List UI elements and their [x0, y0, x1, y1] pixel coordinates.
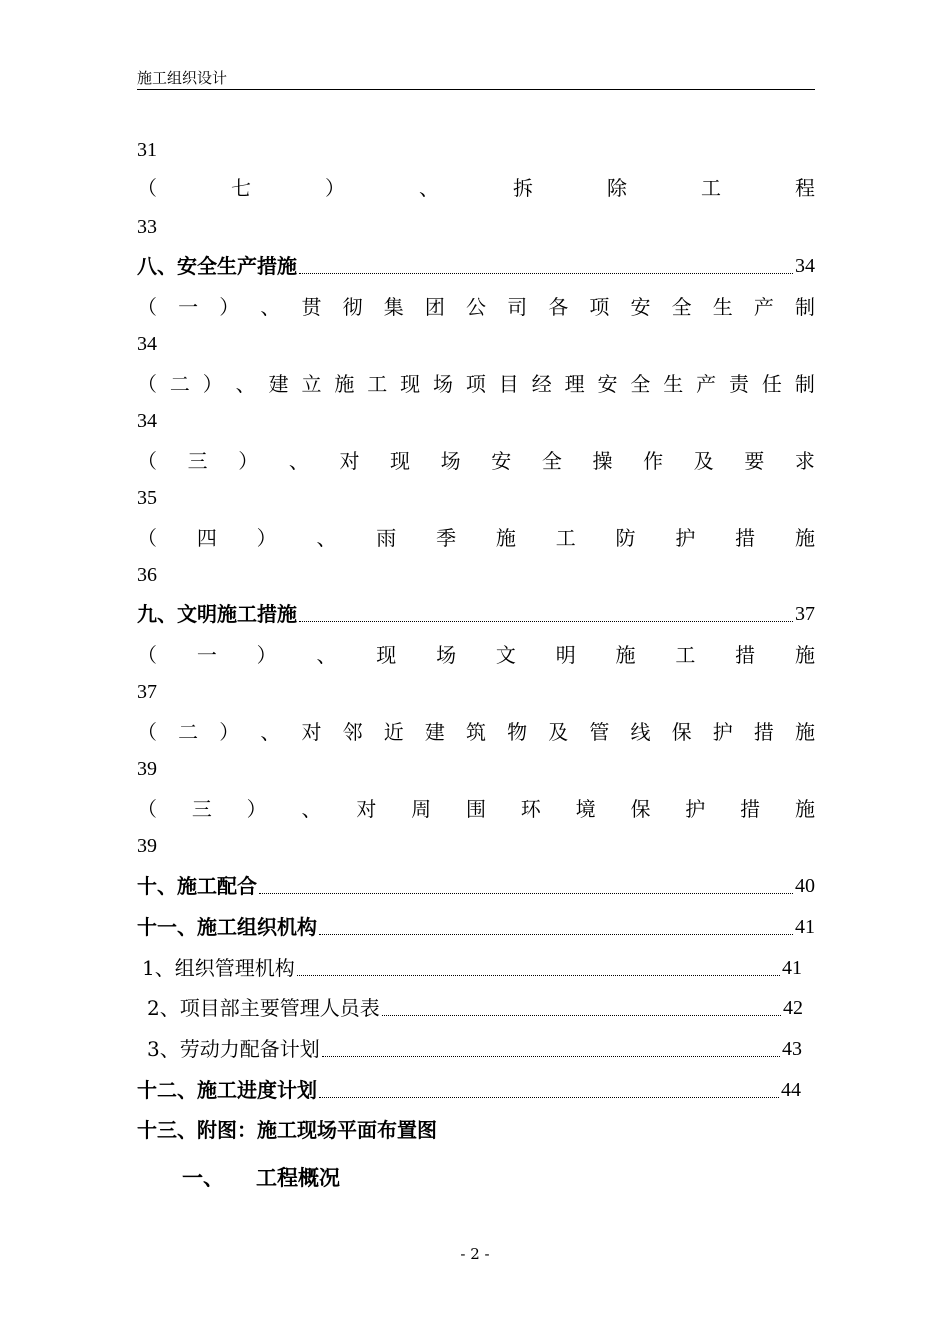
toc-char: （ [137, 526, 157, 550]
dot-leader [299, 272, 793, 274]
toc-char: 场 [440, 449, 461, 473]
toc-char: 近 [383, 720, 404, 744]
toc-char: 施 [334, 372, 355, 396]
toc-entry-staff-table[interactable] [147, 995, 803, 1021]
toc-char: 彻 [342, 295, 363, 319]
dot-leader [297, 974, 780, 976]
toc-char: 对 [339, 449, 360, 473]
toc-entry-labor-plan[interactable] [147, 1036, 802, 1062]
toc-char: 操 [592, 449, 613, 473]
toc-entry-title: 3、劳动力配备计划 [147, 1037, 320, 1061]
toc-entry-cooperation[interactable] [137, 873, 815, 899]
toc-char: 三 [191, 797, 212, 821]
toc-char: 全 [671, 295, 692, 319]
toc-char: 工 [555, 526, 576, 550]
toc-entry-title: 九、文明施工措施 [137, 602, 297, 626]
dot-leader [322, 1055, 780, 1057]
toc-char: 管 [589, 720, 610, 744]
dot-leader [299, 620, 793, 622]
toc-char: 责 [729, 372, 750, 396]
toc-entry-page: 37 [795, 603, 815, 625]
toc-item-safety-system[interactable] [137, 294, 815, 320]
toc-page-number: 39 [137, 758, 157, 780]
toc-entry-page: 42 [783, 997, 803, 1019]
toc-char: 、 [316, 526, 337, 550]
toc-entry-schedule[interactable] [137, 1077, 801, 1103]
toc-char: 、 [419, 176, 439, 200]
dot-leader [319, 933, 793, 935]
toc-char: 一 [178, 295, 199, 319]
toc-char: ） [219, 295, 240, 319]
toc-char: 司 [507, 295, 528, 319]
toc-char: 护 [712, 720, 733, 744]
toc-char: 防 [615, 526, 636, 550]
toc-char: 邻 [342, 720, 363, 744]
toc-page-number: 34 [137, 410, 157, 432]
toc-char: 集 [383, 295, 404, 319]
toc-char: 立 [301, 372, 322, 396]
toc-entry-page: 40 [795, 875, 815, 897]
toc-entry-management[interactable] [142, 955, 802, 981]
toc-char: 护 [685, 797, 706, 821]
toc-char: 措 [740, 797, 761, 821]
toc-page-number: 34 [137, 333, 157, 355]
toc-page-number: 39 [137, 835, 157, 857]
toc-page-number: 31 [137, 139, 157, 161]
toc-char: 目 [498, 372, 519, 396]
toc-char: ） [256, 526, 277, 550]
section-heading [182, 1164, 340, 1192]
toc-entry-title: 十一、施工组织机构 [137, 915, 317, 939]
toc-char: 场 [433, 372, 454, 396]
toc-char: （ [137, 176, 157, 200]
toc-entry-title: 八、安全生产措施 [137, 254, 297, 278]
toc-char: 对 [301, 720, 322, 744]
toc-char: 雨 [376, 526, 397, 550]
dot-leader [259, 892, 793, 894]
toc-char: 措 [735, 643, 756, 667]
toc-char: ） [246, 797, 267, 821]
toc-char: 季 [436, 526, 457, 550]
toc-char: 任 [761, 372, 782, 396]
toc-char: 工 [701, 176, 721, 200]
toc-item-neighbor-protection[interactable] [137, 719, 815, 745]
header-title: 施工组织设计 [137, 69, 228, 87]
toc-char: 现 [400, 372, 421, 396]
toc-item-environment-protection[interactable] [137, 796, 815, 822]
toc-entry-title: 十二、施工进度计划 [137, 1078, 317, 1102]
toc-char: 明 [555, 643, 576, 667]
page-footer: - 2 - [460, 1245, 490, 1263]
toc-item-demolition[interactable] [137, 175, 815, 201]
toc-char: 除 [607, 176, 627, 200]
toc-entry-title: 1、组织管理机构 [142, 956, 295, 980]
toc-char: （ [137, 295, 157, 319]
toc-entry-title: 十、施工配合 [137, 874, 257, 898]
toc-char: 项 [465, 372, 486, 396]
toc-char: 二 [169, 372, 190, 396]
toc-char: 安 [491, 449, 512, 473]
toc-char: 环 [520, 797, 541, 821]
toc-char: （ [137, 797, 157, 821]
toc-page-number: 36 [137, 564, 157, 586]
toc-page-number: 35 [137, 487, 157, 509]
toc-char: （ [137, 449, 157, 473]
toc-char: 、 [316, 643, 337, 667]
toc-char: 二 [178, 720, 199, 744]
toc-page-number: 33 [137, 216, 157, 238]
toc-entry-civilized[interactable] [137, 601, 815, 627]
toc-char: 筑 [466, 720, 486, 744]
toc-char: 建 [268, 372, 289, 396]
toc-char: 护 [675, 526, 696, 550]
toc-char: 、 [235, 372, 256, 396]
toc-char: 程 [795, 176, 815, 200]
toc-char: 、 [260, 720, 281, 744]
toc-char: 施 [615, 643, 636, 667]
toc-char: 作 [643, 449, 664, 473]
toc-entry-safety[interactable] [137, 253, 815, 279]
toc-char: 建 [424, 720, 445, 744]
toc-char: 公 [466, 295, 486, 319]
toc-char: 、 [288, 449, 309, 473]
toc-char: 施 [794, 643, 815, 667]
toc-char: 线 [630, 720, 651, 744]
toc-entry-page: 43 [782, 1038, 802, 1060]
toc-char: （ [137, 720, 157, 744]
toc-char: 理 [564, 372, 585, 396]
toc-char: 施 [794, 526, 815, 550]
dot-leader [319, 1096, 779, 1098]
toc-char: 物 [507, 720, 528, 744]
toc-char: 安 [630, 295, 651, 319]
dot-leader [382, 1014, 781, 1016]
toc-char: ） [219, 720, 240, 744]
toc-char: 产 [696, 372, 717, 396]
toc-char: 工 [675, 643, 696, 667]
toc-char: 贯 [301, 295, 322, 319]
toc-char: 三 [187, 449, 208, 473]
toc-char: 拆 [513, 176, 533, 200]
toc-char: ） [325, 176, 345, 200]
toc-char: 场 [436, 643, 457, 667]
toc-char: （ [137, 643, 157, 667]
toc-page-number: 37 [137, 681, 157, 703]
toc-char: 生 [712, 295, 733, 319]
toc-char: 及 [548, 720, 569, 744]
toc-char: 经 [531, 372, 552, 396]
toc-char: 产 [753, 295, 774, 319]
toc-char: 七 [231, 176, 251, 200]
toc-char: 措 [735, 526, 756, 550]
toc-char: 项 [589, 295, 610, 319]
toc-char: ） [238, 449, 259, 473]
toc-item-rain-season[interactable] [137, 525, 815, 551]
toc-char: 周 [411, 797, 432, 821]
toc-char: 保 [630, 797, 651, 821]
toc-char: 、 [301, 797, 322, 821]
toc-entry-appendix[interactable]: 十三、附图：施工现场平面布置图 [137, 1118, 437, 1142]
toc-char: 求 [794, 449, 815, 473]
toc-char: 围 [465, 797, 486, 821]
toc-item-safety-responsibility[interactable] [137, 371, 815, 397]
toc-char: 制 [795, 295, 815, 319]
toc-char: 团 [424, 295, 445, 319]
toc-char: 境 [575, 797, 596, 821]
toc-item-site-operation[interactable] [137, 448, 815, 474]
toc-char: 措 [753, 720, 774, 744]
toc-char: ） [256, 643, 277, 667]
toc-char: 工 [367, 372, 388, 396]
toc-char: 、 [260, 295, 281, 319]
toc-char: 四 [196, 526, 217, 550]
toc-char: 现 [376, 643, 397, 667]
toc-char: 施 [795, 720, 815, 744]
toc-char: 现 [390, 449, 411, 473]
toc-entry-title: 2、项目部主要管理人员表 [147, 996, 380, 1020]
toc-entry-page: 41 [782, 957, 802, 979]
toc-char: 施 [794, 797, 815, 821]
toc-entry-page: 44 [781, 1079, 801, 1101]
toc-char: 要 [744, 449, 765, 473]
toc-char: 一 [196, 643, 217, 667]
toc-char: ） [202, 372, 223, 396]
toc-char: 生 [663, 372, 684, 396]
toc-item-site-civilized[interactable] [137, 642, 815, 668]
toc-char: 全 [630, 372, 651, 396]
toc-char: 保 [671, 720, 692, 744]
section-number: 一、 [182, 1165, 224, 1190]
toc-char: 各 [548, 295, 569, 319]
toc-char: 文 [495, 643, 516, 667]
toc-char: 及 [693, 449, 714, 473]
page-header [137, 70, 815, 90]
toc-char: 全 [541, 449, 562, 473]
toc-char: 对 [356, 797, 377, 821]
section-title: 工程概况 [256, 1165, 340, 1190]
toc-entry-page: 34 [795, 255, 815, 277]
toc-char: 制 [794, 372, 815, 396]
toc-char: 安 [597, 372, 618, 396]
toc-entry-organization[interactable] [137, 914, 815, 940]
toc-char: （ [137, 372, 157, 396]
toc-char: 施 [495, 526, 516, 550]
toc-entry-page: 41 [795, 916, 815, 938]
